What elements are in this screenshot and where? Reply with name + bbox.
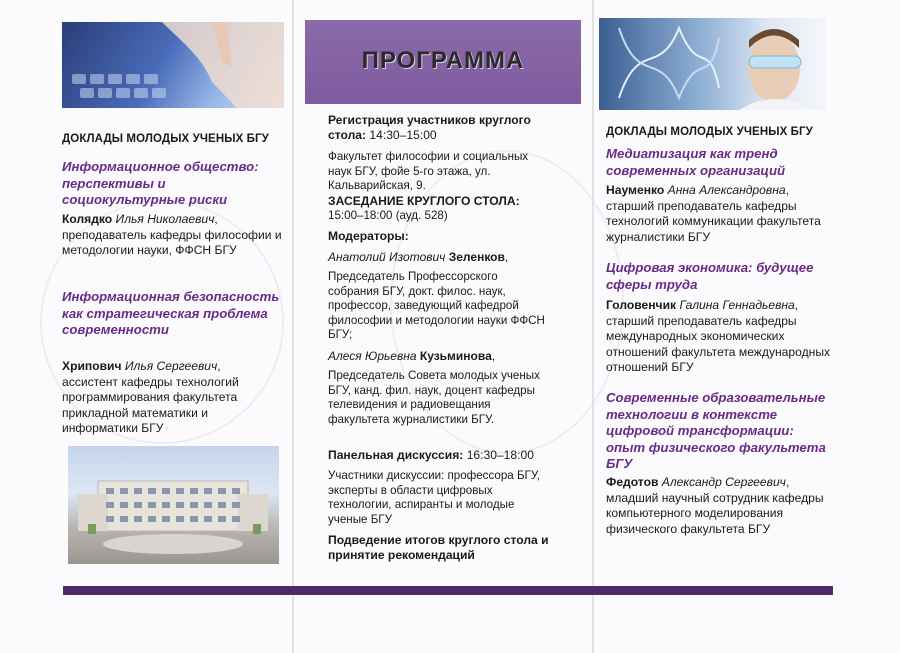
speaker-position: младший научный сотрудник кафедры компьютерного моделирования физического факультета БГУ — [606, 490, 824, 536]
speaker-position: ассистент кафедры технологий программирования факультета прикладной математики и информатики БГУ — [62, 374, 239, 436]
left-talk2-speaker — [62, 359, 287, 437]
speaker-surname: Головенчик — [606, 298, 677, 312]
university-building-illustration — [68, 446, 279, 564]
panel-discussion-heading — [328, 448, 568, 463]
vr-man-image — [599, 18, 826, 110]
keyboard-hand-illustration — [62, 22, 284, 108]
moderator2-name — [328, 349, 568, 364]
right-talk3-speaker — [606, 475, 831, 537]
speaker-comma: , — [785, 183, 789, 197]
vr-man-illustration — [599, 18, 826, 110]
speaker-position: старший преподаватель кафедры технологий коммуникации факультета журналистики БГУ — [606, 198, 821, 244]
speaker-name: Анна Александровна — [667, 183, 786, 197]
keyboard-hand-image — [62, 22, 284, 108]
session-time: 15:00–18:00 (ауд. 528) — [328, 209, 448, 222]
program-banner — [305, 20, 581, 104]
speaker-position: преподаватель кафедры философии и методологии науки, ФФСН БГУ — [62, 227, 282, 258]
registration-time: 14:30–15:00 — [369, 128, 437, 143]
fold-line-right — [592, 0, 594, 653]
moderators-heading: Модераторы: — [328, 229, 409, 243]
speaker-surname: Хрипович — [62, 359, 122, 373]
moderator-comma: , — [504, 250, 509, 264]
panel-discussion-participants: Участники дискуссии: профессора БГУ, эксперты в области цифровых технологии, аспиранты и молодые ученые БГУ — [328, 469, 540, 526]
panel-discussion-label: Панельная дискуссия: — [328, 448, 464, 462]
speaker-comma: , — [217, 359, 221, 373]
registration-label: Регистрация участников круглого стола: — [328, 113, 531, 143]
right-section-heading: ДОКЛАДЫ МОЛОДЫХ УЧЕНЫХ БГУ — [606, 126, 813, 138]
right-talk1-speaker — [606, 183, 831, 245]
speaker-name: Илья Николаевич — [115, 212, 215, 226]
moderator1-position: Председатель Профессорского собрания БГУ, докт. филос. наук, профессор, заведующий кафедрой философии и методологии науки ФФСН БГУ; — [328, 270, 545, 342]
program-title: ПРОГРАММА — [361, 47, 525, 74]
left-talk1-speaker — [62, 212, 287, 259]
left-section-heading: ДОКЛАДЫ МОЛОДЫХ УЧЕНЫХ БГУ — [62, 133, 269, 145]
speaker-surname: Федотов — [606, 475, 659, 489]
left-talk1-title: Информационное общество: перспективы и социокультурные риски — [62, 159, 259, 207]
panel-discussion-time: 16:30–18:00 — [466, 448, 534, 462]
speaker-name: Александр Сергеевич — [661, 475, 786, 489]
moderator-comma: , — [491, 349, 496, 363]
left-talk2-title: Информационная безопасность как стратегическая проблема современности — [62, 289, 280, 337]
moderator-surname: Кузьминова — [419, 349, 492, 363]
speaker-surname: Науменко — [606, 183, 665, 197]
closing-heading: Подведение итогов круглого стола и принятие рекомендаций — [328, 533, 549, 563]
moderator2-position: Председатель Совета молодых ученых БГУ, канд. фил. наук, доцент кафедры телевидения и радиовещания факультета журналистики БГУ. — [328, 369, 540, 426]
right-talk2-speaker — [606, 298, 831, 376]
bottom-decorative-bar — [63, 586, 833, 595]
speaker-comma: , — [794, 298, 799, 312]
speaker-comma: , — [214, 212, 218, 226]
registration-heading — [328, 113, 568, 144]
university-building-image — [68, 446, 279, 564]
registration-place: Факультет философии и социальных наук БГУ, фойе 5-го этажа, ул. Кальварийская, 9. — [328, 150, 529, 193]
right-talk2-title: Цифровая экономика: будущее сферы труда — [606, 260, 814, 292]
moderator-surname: Зеленков — [448, 250, 505, 264]
moderator-first-name: Алеся Юрьевна — [328, 349, 417, 363]
right-talk1-title: Медиатизация как тренд современных организаций — [606, 146, 786, 178]
speaker-comma: , — [785, 475, 790, 489]
moderator-first-name: Анатолий Изотович — [328, 250, 446, 264]
speaker-name: Галина Геннадьевна — [679, 298, 795, 312]
fold-line-left — [292, 0, 294, 653]
session-heading: ЗАСЕДАНИЕ КРУГЛОГО СТОЛА: — [328, 194, 520, 208]
right-talk3-title: Современные образовательные технологии в контексте цифровой трансформации: опыт физического факультета БГУ — [606, 390, 826, 471]
speaker-name: Илья Сергеевич — [124, 359, 218, 373]
speaker-surname: Колядко — [62, 212, 113, 226]
moderator1-name — [328, 250, 568, 265]
speaker-position: старший преподаватель кафедры международных экономических отношений факультета международных отношений БГУ — [606, 313, 831, 375]
